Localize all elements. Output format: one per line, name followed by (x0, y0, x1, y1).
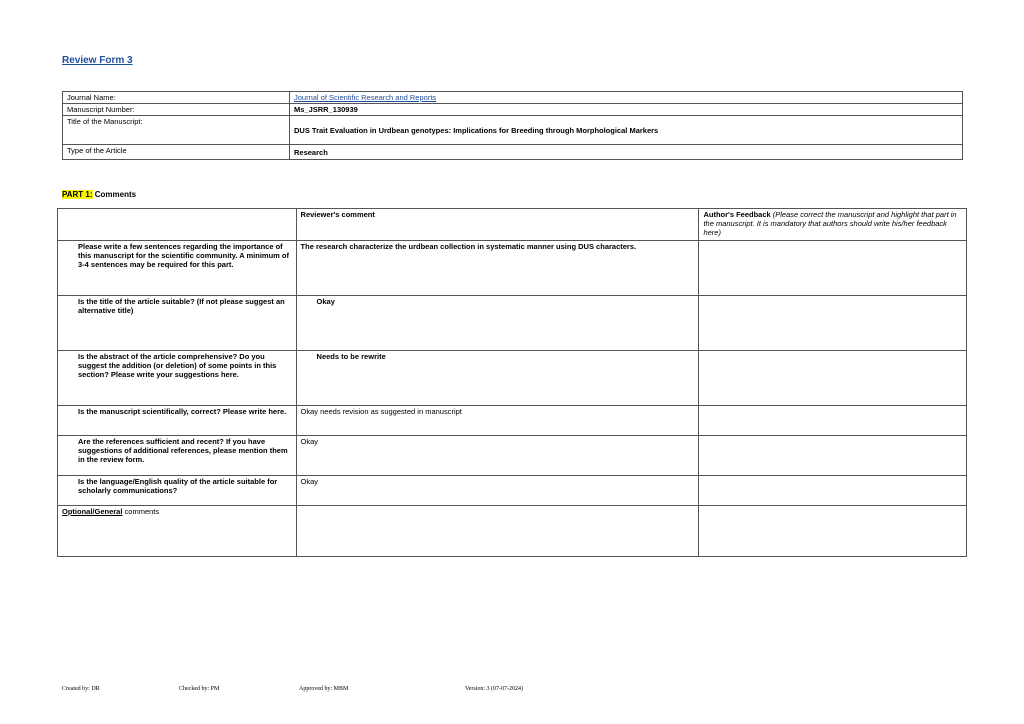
author-feedback-cell[interactable] (699, 406, 967, 436)
table-row (58, 436, 967, 476)
author-feedback-cell[interactable] (699, 241, 967, 296)
author-feedback-header: Author's Feedback (Please correct the manuscript and highlight that part in the manuscript. It is mandatory that authors should write his/her feedback here) (699, 209, 967, 241)
form-title: Review Form 3 (62, 55, 133, 66)
optional-feedback-cell[interactable] (699, 506, 967, 557)
question-cell: Please write a few sentences regarding the importance of this manuscript for the scientific community. A minimum of 3-4 sentences may be required for this part. (58, 241, 297, 296)
reviewer-comment-cell[interactable]: Okay (296, 436, 699, 476)
table-row (58, 351, 967, 406)
part1-heading: PART 1: Comments (62, 190, 137, 199)
table-row (58, 506, 967, 557)
footer-created: Created by: DR (62, 686, 100, 692)
journal-label: Journal Name: (63, 92, 290, 104)
manuscript-number: Ms_JSRR_130939 (290, 104, 963, 116)
reviewer-comment-header: Reviewer's comment (296, 209, 699, 241)
reviewer-comment-cell[interactable]: Okay (296, 296, 699, 351)
optional-comments-label: Optional/General comments (58, 506, 297, 557)
question-cell: Is the abstract of the article comprehensive? Do you suggest the addition (or deletion) of some points in this section? Please write your suggestions here. (58, 351, 297, 406)
question-cell: Is the title of the article suitable? (If not please suggest an alternative title) (58, 296, 297, 351)
manuscript-title: DUS Trait Evaluation in Urdbean genotypes: Implications for Breeding through Morphological Markers (294, 125, 659, 135)
reviewer-comment-cell[interactable]: The research characterize the urdbean collection in systematic manner using DUS characters. (296, 241, 699, 296)
journal-link[interactable]: Journal of Scientific Research and Reports (294, 93, 437, 102)
table-row (58, 296, 967, 351)
table-row (58, 241, 967, 296)
title-label: Title of the Manuscript: (63, 116, 290, 145)
question-cell: Is the language/English quality of the article suitable for scholarly communications? (58, 476, 297, 506)
optional-comment-cell[interactable] (296, 506, 699, 557)
table-row (58, 476, 967, 506)
footer-version: Version: 3 (07-07-2024) (465, 686, 523, 692)
journal-info-table (62, 91, 963, 160)
author-feedback-cell[interactable] (699, 351, 967, 406)
footer-approved: Approved by: MBM (299, 686, 349, 692)
reviewer-comment-cell[interactable]: Okay needs revision as suggested in manuscript (296, 406, 699, 436)
article-type: Research (294, 147, 328, 157)
author-feedback-cell[interactable] (699, 436, 967, 476)
review-comments-table (57, 208, 967, 557)
type-label: Type of the Article (63, 145, 290, 160)
manuscript-label: Manuscript Number: (63, 104, 290, 116)
author-feedback-cell[interactable] (699, 296, 967, 351)
blank-header-cell (58, 209, 297, 241)
reviewer-comment-cell[interactable]: Needs to be rewrite (296, 351, 699, 406)
author-feedback-cell[interactable] (699, 476, 967, 506)
footer-checked: Checked by: PM (179, 686, 220, 692)
table-row (58, 406, 967, 436)
question-cell: Is the manuscript scientifically, correct? Please write here. (58, 406, 297, 436)
question-cell: Are the references sufficient and recent? If you have suggestions of additional references, please mention them in the review form. (58, 436, 297, 476)
reviewer-comment-cell[interactable]: Okay (296, 476, 699, 506)
